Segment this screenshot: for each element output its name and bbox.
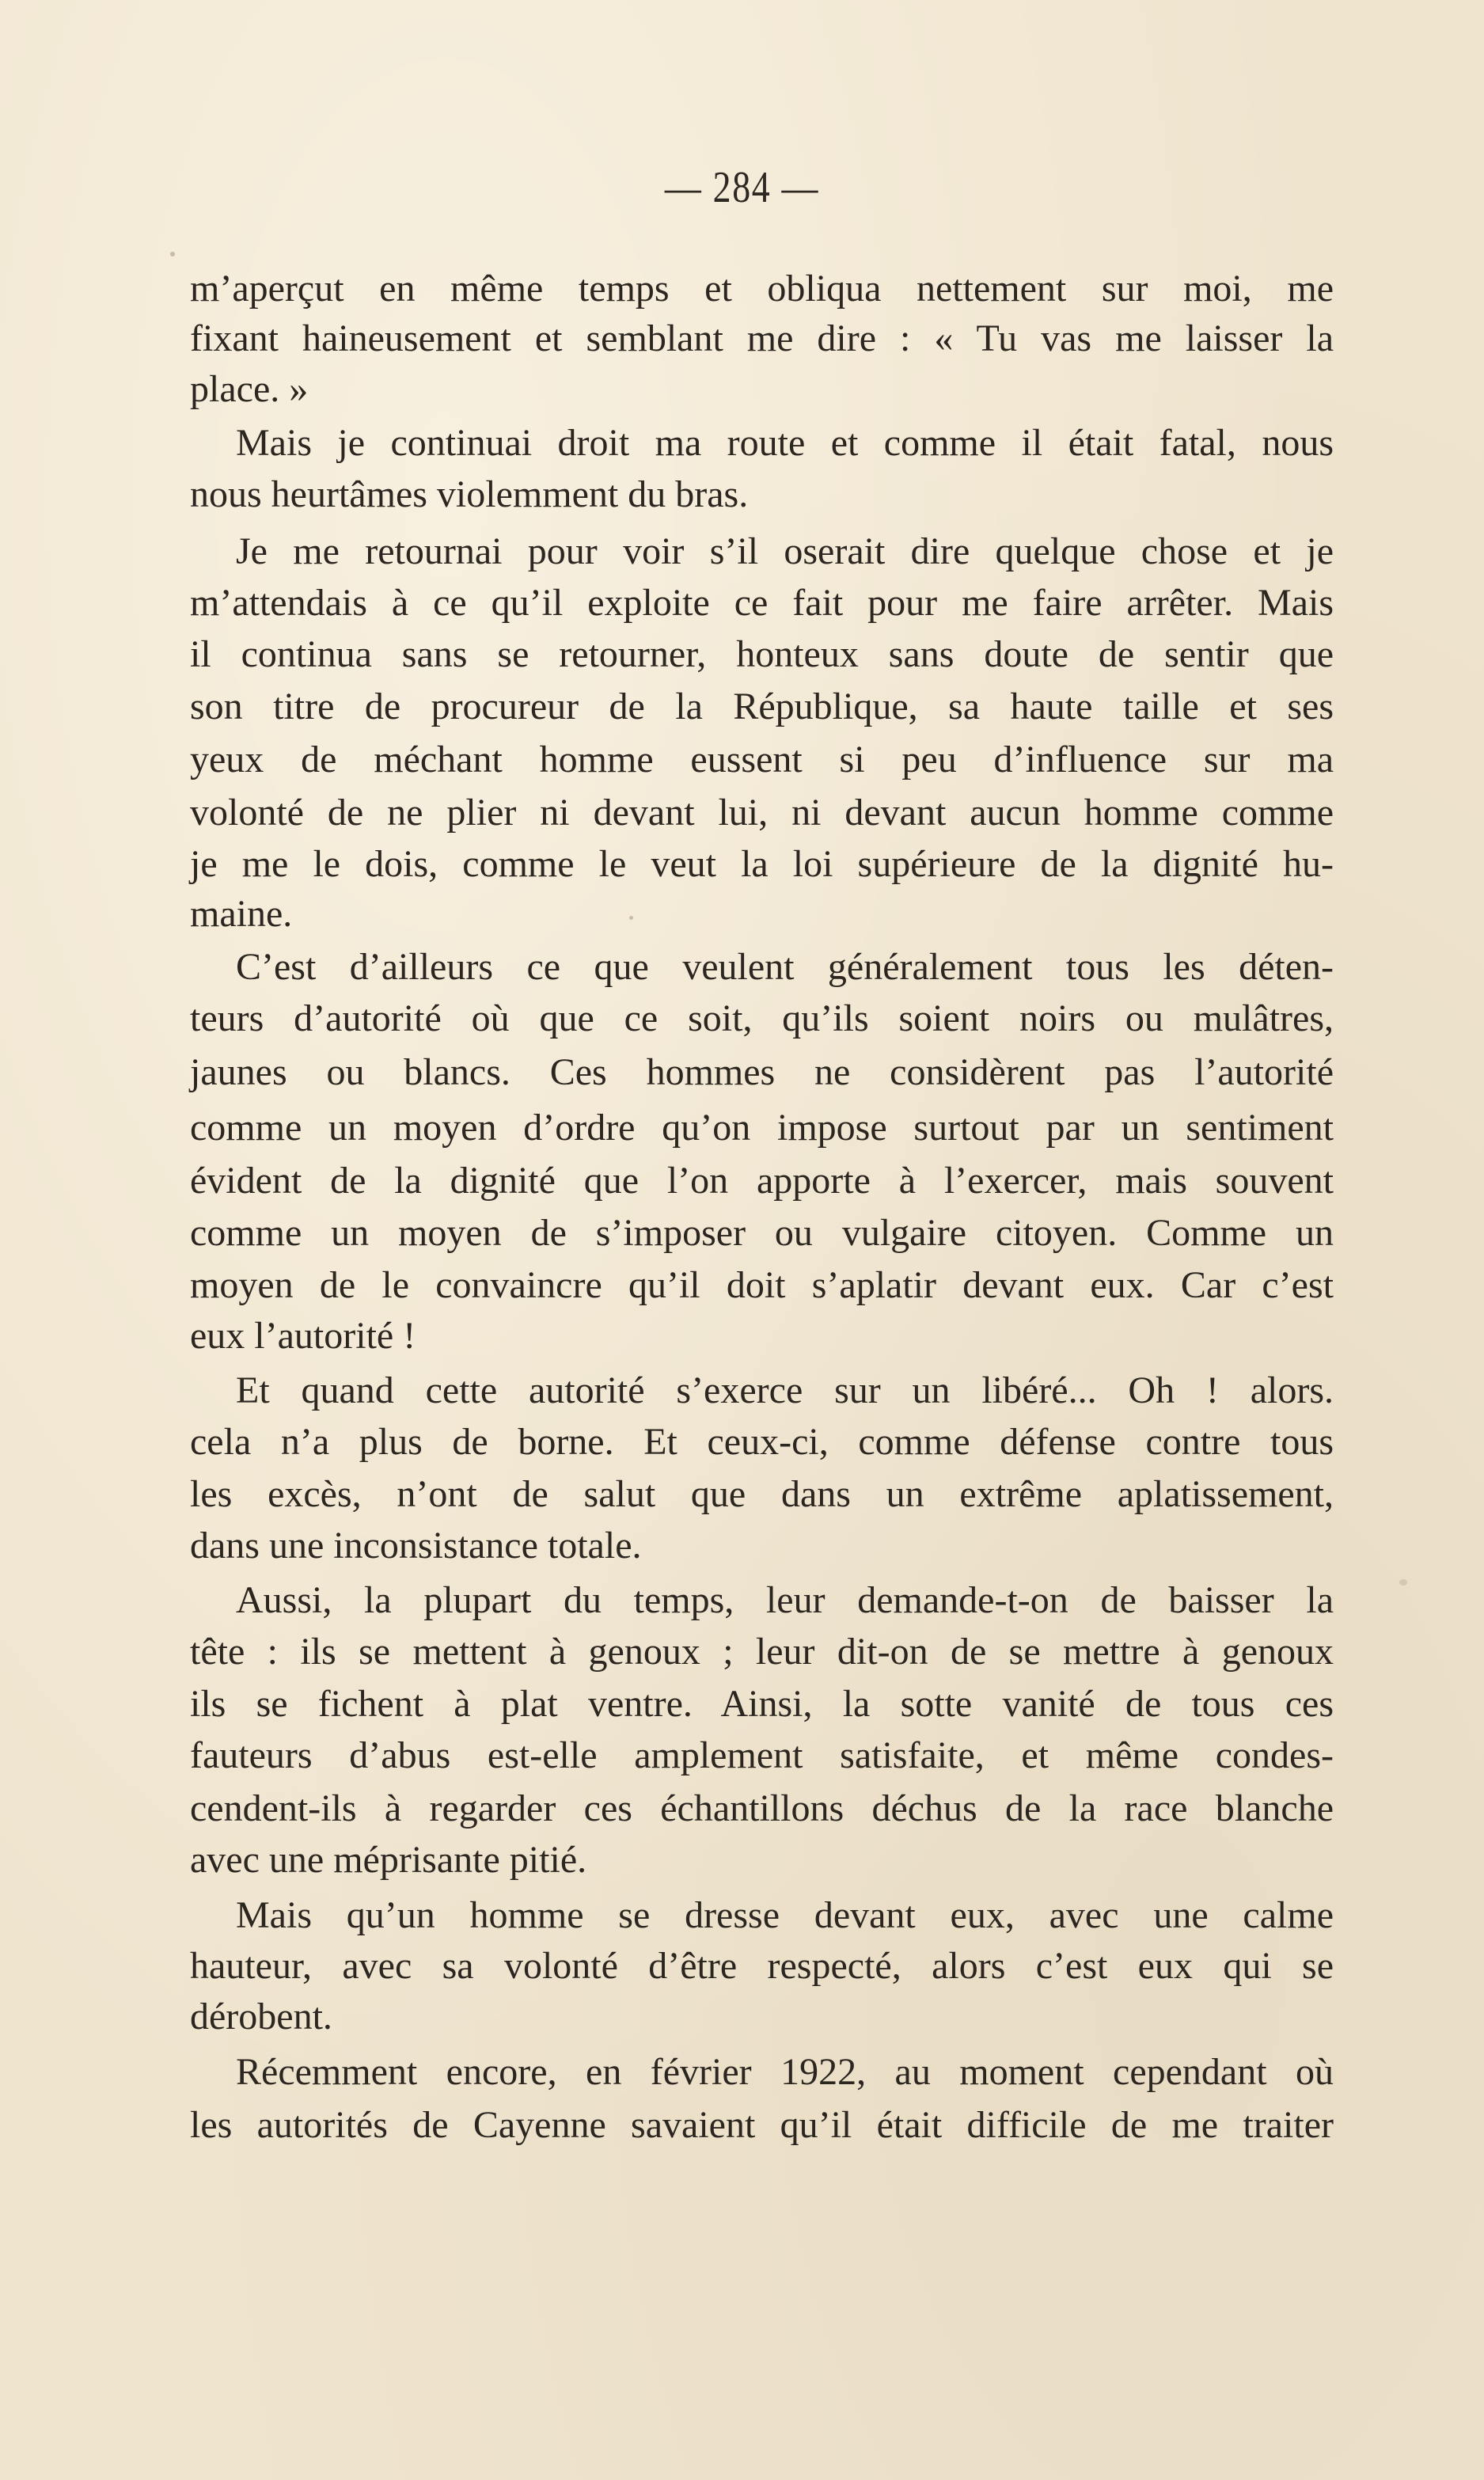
text-line: dans une inconsistance totale. — [190, 1525, 642, 1567]
text-line: avec une méprisante pitié. — [190, 1839, 587, 1881]
text-line: Je me retournai pour voir s’il oserait dire quelque chose et je — [236, 530, 1334, 572]
text-line: comme un moyen d’ordre qu’on impose surtout par un sentiment — [190, 1107, 1334, 1149]
paper-speck — [1399, 1579, 1407, 1586]
text-line: je me le dois, comme le veut la loi supérieure de la dignité hu- — [190, 843, 1334, 885]
text-line: tête : ils se mettent à genoux ; leur dit-on de se mettre à genoux — [190, 1631, 1334, 1673]
text-line: cendent-ils à regarder ces échantillons déchus de la race blanche — [190, 1787, 1334, 1829]
text-line: teurs d’autorité où que ce soit, qu’ils soient noirs ou mulâtres, — [190, 997, 1334, 1039]
text-line: yeux de méchant homme eussent si peu d’influence sur ma — [190, 739, 1334, 780]
text-line: jaunes ou blancs. Ces hommes ne considèrent pas l’autorité — [190, 1051, 1334, 1093]
text-line: nous heurtâmes violemment du bras. — [190, 473, 749, 515]
text-line: moyen de le convaincre qu’il doit s’aplatir devant eux. Car c’est — [190, 1264, 1334, 1306]
text-line: comme un moyen de s’imposer ou vulgaire citoyen. Comme un — [190, 1212, 1334, 1254]
text-line: Récemment encore, en février 1922, au moment cependant où — [236, 2051, 1334, 2093]
text-line: hauteur, avec sa volonté d’être respecté, alors c’est eux qui se — [190, 1945, 1334, 1987]
text-line: cela n’a plus de borne. Et ceux-ci, comme défense contre tous — [190, 1421, 1334, 1463]
text-line: son titre de procureur de la République, sa haute taille et ses — [190, 686, 1334, 727]
text-line: Aussi, la plupart du temps, leur demande-t-on de baisser la — [236, 1579, 1334, 1621]
paper-speck — [170, 252, 175, 256]
text-line: maine. — [190, 893, 293, 935]
text-line: dérobent. — [190, 1996, 332, 2038]
text-line: évident de la dignité que l’on apporte à l’exercer, mais souvent — [190, 1160, 1334, 1202]
text-line: place. » — [190, 368, 309, 410]
page-number: — 284 — — [664, 163, 820, 212]
text-line: m’aperçut en même temps et obliqua nettement sur moi, me — [190, 268, 1334, 310]
text-line: Mais je continuai droit ma route et comme il était fatal, nous — [236, 422, 1334, 464]
text-line: fauteurs d’abus est-elle amplement satisfaite, et même condes- — [190, 1734, 1334, 1776]
text-line: eux l’autorité ! — [190, 1315, 416, 1357]
text-line: m’attendais à ce qu’il exploite ce fait pour me faire arrêter. Mais — [190, 582, 1334, 624]
text-line: volonté de ne plier ni devant lui, ni devant aucun homme comme — [190, 792, 1334, 834]
text-line: les excès, n’ont de salut que dans un extrême aplatissement, — [190, 1473, 1334, 1515]
text-line: fixant haineusement et semblant me dire : « Tu vas me laisser la — [190, 317, 1334, 359]
text-line: les autorités de Cayenne savaient qu’il était difficile de me traiter — [190, 2104, 1334, 2146]
text-line: Et quand cette autorité s’exerce sur un libéré... Oh ! alors. — [236, 1369, 1334, 1411]
text-line: C’est d’ailleurs ce que veulent généralement tous les déten- — [236, 946, 1334, 988]
text-line: il continua sans se retourner, honteux sans doute de sentir que — [190, 633, 1334, 675]
text-line: ils se fichent à plat ventre. Ainsi, la sotte vanité de tous ces — [190, 1683, 1334, 1725]
text-line: Mais qu’un homme se dresse devant eux, avec une calme — [236, 1894, 1334, 1936]
